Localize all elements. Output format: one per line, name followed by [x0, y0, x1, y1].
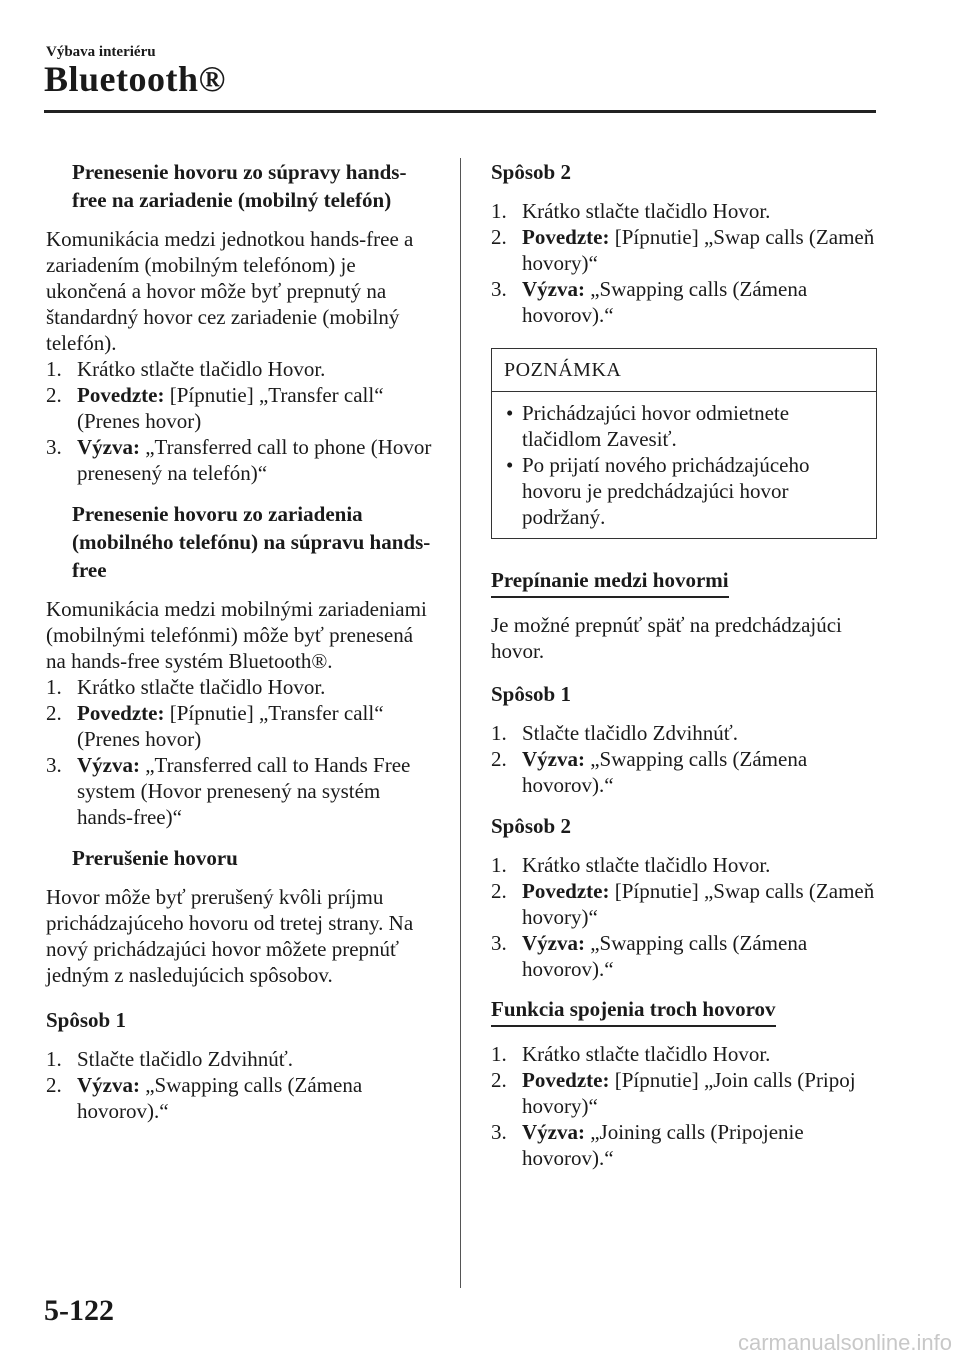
section-heading-underlined: Funkcia spojenia troch hovorov	[491, 996, 776, 1027]
method-label: Spôsob 1	[46, 1008, 126, 1032]
step-keyword: Výzva:	[522, 747, 585, 771]
right-column	[491, 158, 877, 1185]
method-label: Spôsob 2	[491, 160, 571, 184]
section-heading: Prenesenie hovoru zo súpravy hands-free na zariadenie (mobilný telefón)	[72, 160, 407, 212]
step-text: „Transferred call to phone (Hovor prenesený na telefón)“	[77, 435, 432, 485]
step-number: 3.	[491, 277, 507, 301]
paragraph: Je možné prepnúť späť na predchádzajúci hovor.	[491, 613, 842, 663]
step-keyword: Výzva:	[522, 931, 585, 955]
step-keyword: Povedzte:	[77, 701, 165, 725]
step-item	[46, 382, 438, 434]
step-number: 2.	[46, 1073, 62, 1097]
step-number: 1.	[491, 1042, 507, 1066]
header-rule	[44, 110, 876, 113]
note-item: • Po prijatí nového prichádzajúceho hovoru je predchádzajúci hovor podržaný.	[506, 453, 810, 529]
step-item	[491, 930, 877, 982]
step-text: „Transferred call to Hands Free system (Hovor prenesený na systém hands-free)“	[77, 753, 411, 829]
step-text: „Swapping calls (Zámena hovorov).“	[77, 1073, 363, 1123]
step-item	[491, 276, 877, 328]
step-text: Krátko stlačte tlačidlo Hovor.	[522, 1042, 771, 1066]
step-number: 3.	[46, 435, 62, 459]
step-list	[491, 852, 877, 982]
step-number: 1.	[46, 1047, 62, 1071]
step-item	[491, 878, 877, 930]
step-item	[491, 1119, 877, 1171]
step-keyword: Povedzte:	[522, 879, 610, 903]
step-keyword: Výzva:	[77, 1073, 140, 1097]
step-number: 3.	[491, 931, 507, 955]
step-number: 3.	[491, 1120, 507, 1144]
step-number: 1.	[46, 675, 62, 699]
step-item	[46, 674, 438, 700]
step-item	[491, 1041, 877, 1067]
method-label: Spôsob 1	[491, 682, 571, 706]
step-keyword: Výzva:	[522, 1120, 585, 1144]
step-text: „Swapping calls (Zámena hovorov).“	[522, 277, 808, 327]
step-keyword: Výzva:	[77, 753, 140, 777]
step-number: 2.	[491, 747, 507, 771]
step-item	[491, 720, 877, 746]
step-number: 2.	[46, 383, 62, 407]
page-title: Bluetooth®	[44, 59, 226, 99]
step-number: 2.	[491, 879, 507, 903]
step-keyword: Výzva:	[522, 277, 585, 301]
step-text: [Pípnutie] „Transfer call“ (Prenes hovor)	[77, 383, 384, 433]
section-heading-underlined: Prepínanie medzi hovormi	[491, 567, 729, 598]
step-keyword: Výzva:	[77, 435, 140, 459]
step-number: 1.	[491, 721, 507, 745]
step-keyword: Povedzte:	[522, 1068, 610, 1092]
column-divider	[460, 158, 461, 1288]
step-text: [Pípnutie] „Transfer call“ (Prenes hovor)	[77, 701, 384, 751]
step-text: Stlačte tlačidlo Zdvihnúť.	[522, 721, 739, 745]
step-item	[46, 1046, 438, 1072]
section-heading: Prerušenie hovoru	[72, 846, 238, 870]
step-item	[46, 752, 438, 830]
step-item	[46, 1072, 438, 1124]
bullet-icon: •	[506, 401, 514, 425]
step-text: „Swapping calls (Zámena hovorov).“	[522, 747, 808, 797]
step-number: 3.	[46, 753, 62, 777]
watermark: carmanualsonline.info	[737, 1330, 952, 1355]
step-item	[46, 700, 438, 752]
step-text: „Joining calls (Pripojenie hovorov).“	[522, 1120, 804, 1170]
step-number: 1.	[491, 853, 507, 877]
paragraph: Komunikácia medzi jednotkou hands-free a zariadením (mobilným telefónom) je ukončená a hovor môže byť prepnutý na štandardný hovor cez zariadenie (mobilný telefón).	[46, 227, 414, 355]
step-item	[491, 746, 877, 798]
step-keyword: Povedzte:	[522, 225, 610, 249]
step-item	[46, 434, 438, 486]
note-body	[492, 392, 876, 538]
step-text: Krátko stlačte tlačidlo Hovor.	[77, 357, 326, 381]
section-heading: Prenesenie hovoru zo zariadenia (mobilného telefónu) na súpravu hands-free	[72, 502, 431, 582]
paragraph: Komunikácia medzi mobilnými zariadeniami (mobilnými telefónmi) môže byť prenesená na hands-free systém Bluetooth®.	[46, 597, 427, 673]
step-text: Stlačte tlačidlo Zdvihnúť.	[77, 1047, 294, 1071]
paragraph: Hovor môže byť prerušený kvôli príjmu prichádzajúceho hovoru od tretej strany. Na nový prichádzajúci hovor môžete prepnúť jedným z nasledujúcich spôsobov.	[46, 885, 414, 987]
left-column	[46, 158, 438, 1138]
header-section: Výbava interiéru	[46, 44, 156, 60]
step-text: [Pípnutie] „Swap calls (Zameň hovory)“	[522, 225, 875, 275]
step-number: 2.	[491, 225, 507, 249]
step-text: [Pípnutie] „Swap calls (Zameň hovory)“	[522, 879, 875, 929]
step-number: 1.	[491, 199, 507, 223]
step-list	[46, 356, 438, 486]
page-number: 5-122	[44, 1294, 114, 1327]
step-number: 2.	[46, 701, 62, 725]
step-list	[491, 198, 877, 328]
step-list	[491, 720, 877, 798]
step-item	[491, 198, 877, 224]
step-item	[46, 356, 438, 382]
note-title: POZNÁMKA	[492, 349, 876, 392]
step-text: „Swapping calls (Zámena hovorov).“	[522, 931, 808, 981]
step-keyword: Povedzte:	[77, 383, 165, 407]
step-number: 1.	[46, 357, 62, 381]
note-item: • Prichádzajúci hovor odmietnete tlačidlom Zavesiť.	[506, 401, 790, 451]
step-text: Krátko stlačte tlačidlo Hovor.	[77, 675, 326, 699]
step-item	[491, 224, 877, 276]
step-list	[491, 1041, 877, 1171]
step-item	[491, 852, 877, 878]
step-item	[491, 1067, 877, 1119]
step-list	[46, 674, 438, 830]
bullet-icon: •	[506, 453, 514, 477]
step-text: Krátko stlačte tlačidlo Hovor.	[522, 199, 771, 223]
method-label: Spôsob 2	[491, 814, 571, 838]
step-number: 2.	[491, 1068, 507, 1092]
step-text: [Pípnutie] „Join calls (Pripoj hovory)“	[522, 1068, 856, 1118]
step-text: Krátko stlačte tlačidlo Hovor.	[522, 853, 771, 877]
note-box	[491, 348, 877, 539]
step-list	[46, 1046, 438, 1124]
